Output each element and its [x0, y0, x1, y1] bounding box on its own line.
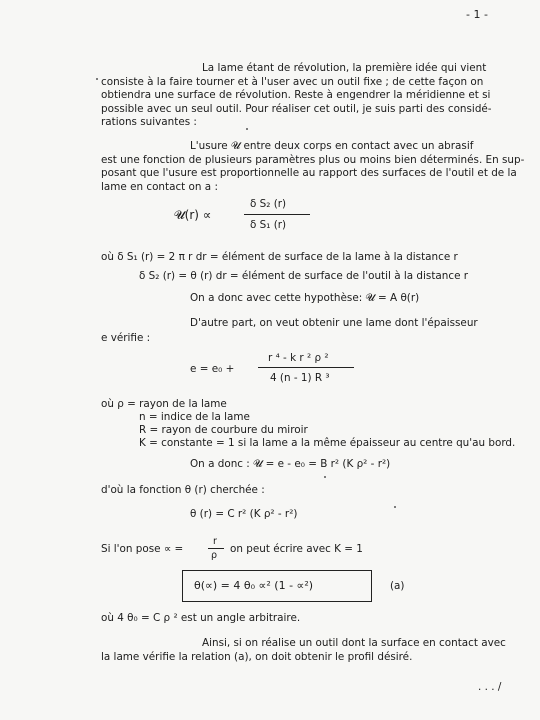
conclusion-line-2: la lame vérifie la relation (a), on doit obtenir le profil désiré. [101, 651, 413, 663]
formula2-lhs: e = e₀ + [190, 363, 235, 375]
scan-speck [324, 476, 326, 478]
formula1-fraction-bar [244, 214, 310, 215]
usure-paragraph [0, 140, 540, 194]
usure-line-1: L'usure 𝓤 entre deux corps en contact avec un abrasif [190, 140, 474, 152]
formula2-numerator: r ⁴ - k r ² ρ ² [268, 352, 329, 364]
boxed-equation: θ(∝) = 4 θ₀ ∝² (1 - ∝²) [194, 579, 314, 592]
intro-line-2: consiste à la faire tourner et à l'user avec un outil fixe ; de cette façon on [101, 75, 484, 88]
definition-s2: δ S₂ (r) = θ (r) dr = élément de surface de l'outil à la distance r [139, 270, 469, 282]
symbol-n: n = indice de la lame [139, 411, 250, 423]
intro-paragraph [0, 62, 540, 130]
symbol-K: K = constante = 1 si la lame a la même épaisseur au centre qu'au bord. [139, 437, 516, 449]
formula1-numerator: δ S₂ (r) [250, 198, 287, 210]
scan-speck [394, 506, 396, 508]
symbol-rho: où ρ = rayon de la lame [101, 398, 227, 410]
usure-line-3: posant que l'usure est proportionnelle au rapport des surfaces de l'outil et de la [101, 167, 517, 180]
intro-line-5: rations suivantes : [101, 116, 197, 129]
intro-line-3: obtiendra une surface de révolution. Reste à engendrer la méridienne et si [101, 89, 491, 102]
hypothesis-line: On a donc avec cette hypothèse: 𝓤 = A θ(r) [190, 292, 420, 304]
usure-line-4: lame en contact on a : [101, 180, 218, 193]
function-intro: d'où la fonction θ (r) cherchée : [101, 484, 265, 496]
continuation-marker: . . . / [478, 681, 502, 693]
definition-s1: où δ S₁ (r) = 2 π r dr = élément de surface de la lame à la distance r [101, 251, 458, 263]
formula2-denominator: 4 (n - 1) R ³ [270, 372, 330, 384]
substitution-suffix: on peut écrire avec K = 1 [230, 543, 363, 555]
substitution-num: r [213, 536, 217, 547]
usure-line-2: est une fonction de plusieurs paramètres plus ou moins bien déterminés. En sup- [101, 153, 525, 166]
intro-line-1: La lame étant de révolution, la première idée qui vient [202, 62, 487, 74]
conclusion-line-1: Ainsi, si on réalise un outil dont la surface en contact avec [202, 637, 506, 649]
substitution-prefix: Si l'on pose ∝ = [101, 543, 184, 555]
theta-equation: θ (r) = C r² (K ρ² - r²) [190, 508, 298, 520]
other-part-line-2: e vérifie : [101, 332, 151, 344]
symbol-definitions [0, 398, 540, 450]
scan-speck [96, 78, 98, 80]
substitution-den: ρ [211, 550, 218, 561]
other-part-line-1: D'autre part, on veut obtenir une lame dont l'épaisseur [190, 317, 478, 329]
formula2-fraction-bar [258, 367, 354, 368]
formula1-denominator: δ S₁ (r) [250, 219, 287, 231]
boxed-equation-label: (a) [390, 580, 405, 592]
symbol-R: R = rayon de courbure du miroir [139, 424, 308, 436]
page-number: - 1 - [466, 8, 488, 21]
formula1-lhs: 𝓤(r) ∝ [174, 208, 212, 222]
intro-line-4: possible avec un seul outil. Pour réaliser cet outil, je suis parti des considé- [101, 102, 492, 115]
scan-speck [246, 128, 248, 130]
on-a-donc-line: On a donc : 𝓤 = e - e₀ = B r² (K ρ² - r²) [190, 458, 391, 470]
arbitrary-angle-line: où 4 θ₀ = C ρ ² est un angle arbitraire. [101, 612, 301, 624]
